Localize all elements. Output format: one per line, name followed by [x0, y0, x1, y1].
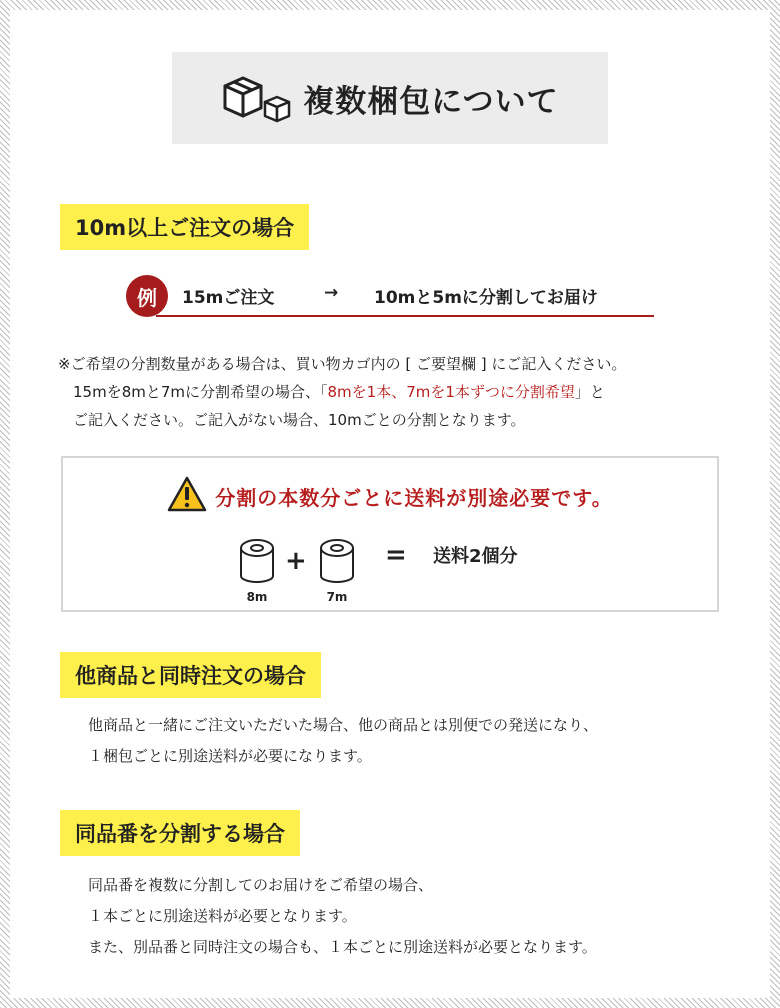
body-line: また、別品番と同時注文の場合も、１本ごとに別途送料が必要となります。 — [88, 938, 597, 956]
section-heading-other-products: 他商品と同時注文の場合 — [60, 652, 321, 698]
body-line: 他商品と一緒にご注文いただいた場合、他の商品とは別便での発送になり、 — [88, 716, 599, 734]
shipping-cost-text: 送料2個分 — [433, 546, 518, 567]
plus-sign: + — [285, 546, 307, 576]
split-same-item-text — [88, 870, 597, 963]
content-area — [10, 10, 770, 998]
boxes-icon — [221, 72, 293, 124]
note-highlight: 8mを1本、7mを1本ずつに分割希望 — [327, 383, 575, 401]
example-row — [126, 275, 654, 317]
example-result: 10mと5mに分割してお届け — [374, 288, 598, 308]
body-line: １本ごとに別途送料が必要となります。 — [88, 907, 357, 925]
section-heading-split-same-item: 同品番を分割する場合 — [60, 810, 300, 856]
note-text: 」と — [574, 383, 605, 401]
note-line — [58, 378, 626, 406]
other-products-text — [88, 710, 598, 772]
note-text: 15mを8mと7mに分割希望の場合、「 — [73, 383, 328, 401]
warning-text: 分割の本数分ごとに送料が別途必要です。 — [215, 485, 613, 510]
note-line: ※ご希望の分割数量がある場合は、買い物カゴ内の [ ご要望欄 ] にご記入ください。 — [58, 355, 627, 373]
equals-sign: = — [385, 540, 407, 570]
page-title: 複数梱包について — [303, 83, 559, 120]
roll-length-label: 7m — [326, 590, 348, 604]
fabric-roll-icon — [239, 536, 275, 588]
example-badge: 例 — [126, 275, 168, 317]
warning-icon — [167, 476, 207, 516]
warning-row — [63, 476, 717, 516]
body-line: 同品番を複数に分割してのお届けをご希望の場合、 — [88, 876, 434, 894]
section-heading-long-order: 10m以上ご注文の場合 — [60, 204, 309, 250]
example-order: 15mご注文 — [182, 288, 275, 308]
shipping-warning-box — [61, 456, 719, 612]
fabric-roll-icon — [319, 536, 355, 588]
note-line: ご記入ください。ご記入がない場合、10mごとの分割となります。 — [73, 411, 526, 429]
split-note — [58, 350, 626, 434]
title-banner — [172, 52, 608, 144]
example-underline — [156, 315, 654, 317]
example-arrow: → — [324, 283, 339, 303]
body-line: １梱包ごとに別途送料が必要になります。 — [88, 747, 372, 765]
roll-length-label: 8m — [246, 590, 268, 604]
